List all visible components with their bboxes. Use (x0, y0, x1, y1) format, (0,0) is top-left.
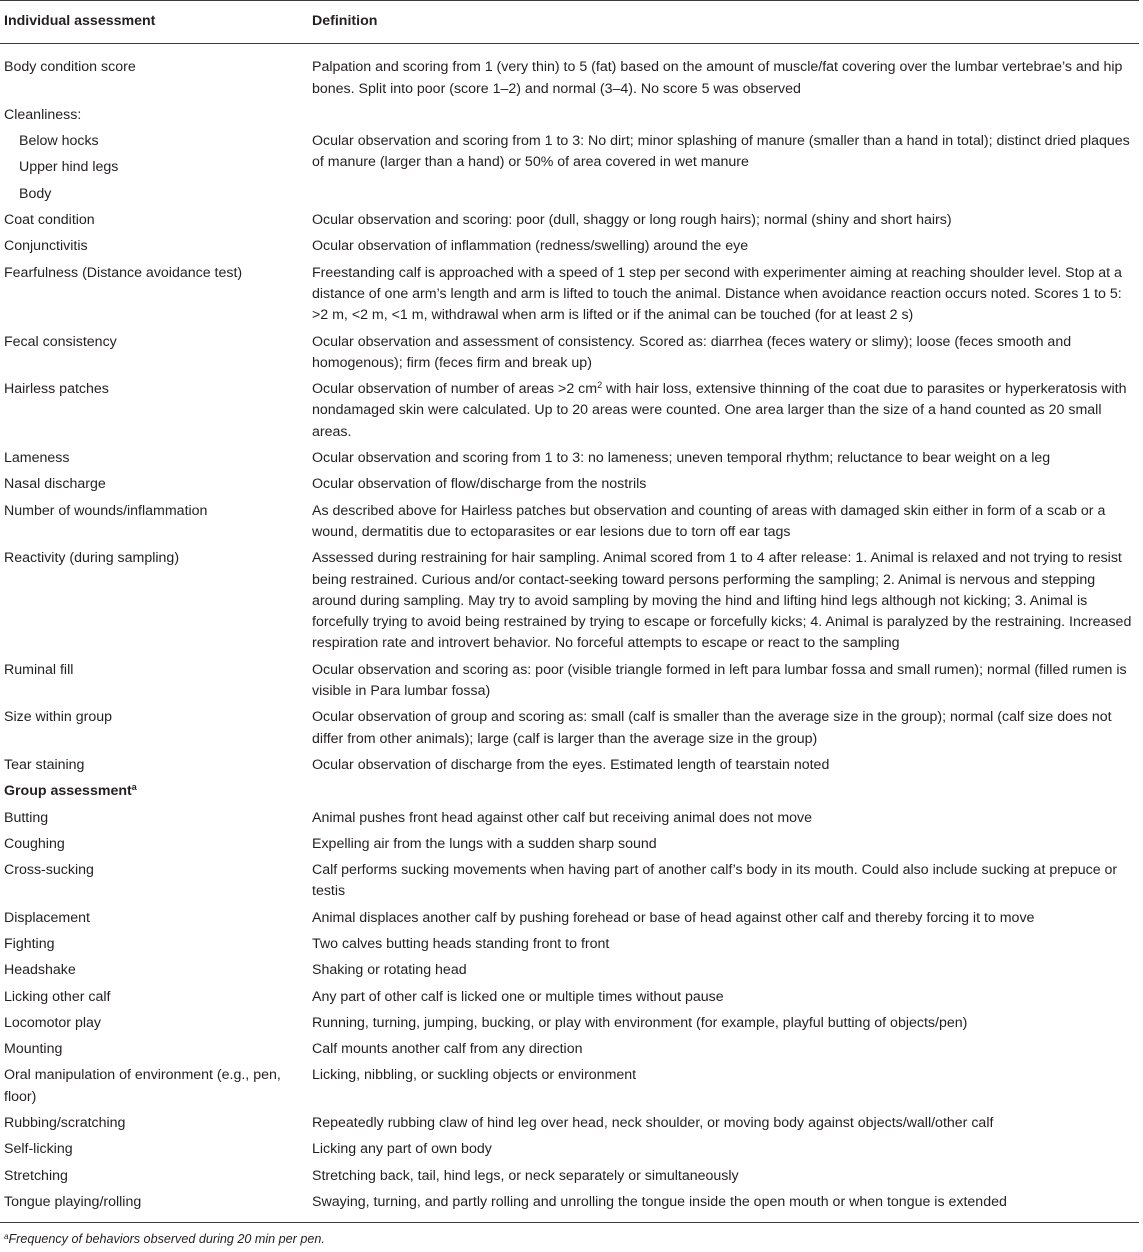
table-row (0, 958, 1139, 984)
table-row (0, 377, 1139, 446)
definition-text: Ocular observation of number of areas >2 cm (312, 381, 598, 398)
table-row (0, 906, 1139, 932)
row-name: Cleanliness: (4, 106, 82, 123)
superscript: 2 (597, 380, 603, 391)
row-definition: Ocular observation and scoring from 1 to 3: no lameness; uneven temporal rhythm; reluctance to bear weight on a leg (312, 450, 1051, 467)
table-row (0, 261, 1139, 330)
row-definition: Running, turning, jumping, bucking, or play with environment (for example, playful butting of objects/pen) (312, 1014, 968, 1031)
row-definition: Any part of other calf is licked one or multiple times without pause (312, 988, 724, 1005)
row-definition: Calf performs sucking movements when having part of another calf’s body in its mouth. Could also include sucking at prepuce or testis (312, 862, 1118, 900)
row-definition: Licking any part of own body (312, 1141, 492, 1158)
table-row (0, 806, 1139, 832)
row-definition: Assessed during restraining for hair sampling. Animal scored from 1 to 4 after release: 1. Animal is relaxed and not trying to resist being restrained. Curious and/or contact-seeking toward persons performing the sampling; 2. Animal is nervous and stepping around during sampling. May try to avoid sampling by moving the hind and lifting hind legs although not kicking; 3. Animal is forcefully trying to avoid being restrained by trying to escape or forcefully kicks; 4. Animal is paralyzed by the restraining. Increased respiration rate and introvert behavior. No forceful attempts to escape or react to the sampling (312, 550, 1132, 652)
row-definition: Ocular observation of flow/discharge from the nostrils (312, 476, 647, 493)
row-name: Butting (4, 809, 49, 826)
row-definition: Freestanding calf is approached with a speed of 1 step per second with experimenter aiming at reaching shoulder level. Stop at a distance of one arm’s length and arm is lifted to touch the animal. Distance when avoidance reaction occurs noted. Scores 1 to 5: >2 m, <2 m, <1 m, withdrawal when arm is lifted or if the animal can be touched (for at least 2 s) (312, 264, 1122, 324)
row-name: Oral manipulation of environment (e.g., pen, floor) (4, 1067, 281, 1105)
row-definition: Swaying, turning, and partly rolling and unrolling the tongue inside the open mouth or when tongue is extended (312, 1193, 1007, 1210)
row-definition: Palpation and scoring from 1 (very thin) to 5 (fat) based on the amount of muscle/fat covering over the lumbar vertebrae’s and hip bones. Split into poor (score 1–2) and normal (3–4). No score 5 was observed (312, 59, 1123, 97)
table-row (0, 705, 1139, 753)
table-row (0, 1190, 1139, 1218)
table-row (0, 330, 1139, 378)
row-definition: Expelling air from the lungs with a sudden sharp sound (312, 835, 657, 852)
row-name: Tear staining (4, 756, 85, 773)
table-row (0, 832, 1139, 858)
table-row (0, 985, 1139, 1011)
row-name: Hairless patches (4, 381, 109, 398)
table-row (0, 499, 1139, 547)
row-name: Coat condition (4, 212, 95, 229)
row-name: Cross-sucking (4, 862, 94, 879)
row-name: Stretching (4, 1167, 68, 1184)
table-row (0, 858, 1139, 906)
table-row (0, 44, 1139, 103)
row-name: Fighting (4, 935, 55, 952)
table-row (0, 1037, 1139, 1063)
row-name: Ruminal fill (4, 661, 74, 678)
row-name: Fearfulness (Distance avoidance test) (4, 264, 243, 281)
table-row (0, 1111, 1139, 1137)
row-definition: Animal displaces another calf by pushing forehead or base of head against other calf and thereby forcing it to move (312, 909, 1035, 926)
row-definition: Stretching back, tail, hind legs, or neck separately or simultaneously (312, 1167, 739, 1184)
row-name: Body condition score (4, 59, 136, 76)
row-definition: Ocular observation and assessment of consistency. Scored as: diarrhea (feces watery or slimy); loose (feces smooth and homogenous); firm (feces firm and break up) (312, 333, 1072, 371)
row-name: Mounting (4, 1041, 63, 1058)
row-name: Fecal consistency (4, 333, 117, 350)
table-row (0, 234, 1139, 260)
header-definition: Definition (310, 1, 1139, 44)
table-row (0, 1137, 1139, 1163)
table-row (0, 208, 1139, 234)
row-name: Self-licking (4, 1141, 73, 1158)
row-name: Tongue playing/rolling (4, 1193, 142, 1210)
table-footnote (0, 1223, 1143, 1248)
row-definition (310, 779, 1139, 805)
row-name: Conjunctivitis (4, 238, 88, 255)
row-name: Upper hind legs (19, 159, 119, 176)
row-name: Coughing (4, 835, 65, 852)
row-definition: Ocular observation of group and scoring as: small (calf is smaller than the average size in the group); normal (calf size does not differ from other animals); large (calf is larger than the average size in the group) (312, 709, 1112, 747)
footnote-text: Frequency of behaviors observed during 20 min per pen. (8, 1232, 325, 1247)
row-definition: Two calves butting heads standing front to front (312, 935, 610, 952)
table-row (0, 1164, 1139, 1190)
table-row (0, 129, 1139, 155)
table-row (0, 753, 1139, 779)
table-row (0, 472, 1139, 498)
row-name: Rubbing/scratching (4, 1115, 126, 1132)
table-row (0, 103, 1139, 129)
row-definition: Licking, nibbling, or suckling objects or environment (312, 1067, 637, 1084)
row-definition: Ocular observation and scoring from 1 to 3: No dirt; minor splashing of manure (smaller than a hand in total); distinct dried plaques of manure (larger than a hand) or 50% of area covered in wet manure (312, 133, 1130, 171)
row-definition (310, 103, 1139, 129)
row-name: Nasal discharge (4, 476, 106, 493)
row-name: Size within group (4, 709, 113, 726)
group-assessment-label: Group assessment (4, 783, 132, 800)
group-assessment-row (0, 779, 1139, 805)
row-definition (310, 377, 1139, 446)
row-definition: Shaking or rotating head (312, 962, 467, 979)
row-definition: Ocular observation and scoring as: poor (visible triangle formed in left para lumbar fossa and small rumen); normal (filled rumen is visible in Para lumbar fossa) (312, 661, 1127, 700)
row-definition: Ocular observation of inflammation (redness/swelling) around the eye (312, 238, 749, 255)
row-name: Reactivity (during sampling) (4, 550, 180, 567)
header-individual-assessment: Individual assessment (0, 1, 310, 44)
table-row (0, 446, 1139, 472)
row-name: Lameness (4, 450, 70, 467)
table-row (0, 658, 1139, 706)
row-definition: Calf mounts another calf from any direction (312, 1041, 583, 1058)
row-name: Below hocks (19, 133, 99, 150)
row-definition: As described above for Hairless patches but observation and counting of areas with damaged skin either in form of a scab or a wound, dermatitis due to ectoparasites or ear lesions due to torn off ear tags (312, 502, 1106, 540)
table-row (0, 546, 1139, 657)
row-definition: Ocular observation and scoring: poor (dull, shaggy or long rough hairs); normal (shiny and short hairs) (312, 212, 952, 229)
table-row (0, 1063, 1139, 1111)
definition-text: with hair loss, extensive thinning of the coat due to parasites or hyperkeratosis with nondamaged skin were calculated. Up to 20 areas were counted. One area larger than the size of a hand counted as 20 small areas. (312, 381, 1127, 440)
row-definition: Repeatedly rubbing claw of hind leg over head, neck shoulder, or moving body against objects/wall/other calf (312, 1115, 994, 1132)
row-definition: Ocular observation of discharge from the eyes. Estimated length of tearstain noted (312, 756, 830, 773)
table-row (0, 932, 1139, 958)
table-header-row (0, 1, 1139, 44)
row-name: Locomotor play (4, 1014, 101, 1031)
row-name: Licking other calf (4, 988, 111, 1005)
row-name: Body (19, 185, 52, 202)
group-assessment-heading (0, 779, 310, 805)
row-definition: Animal pushes front head against other calf but receiving animal does not move (312, 809, 813, 826)
footnote-marker: a (131, 782, 137, 793)
row-name: Displacement (4, 909, 90, 926)
row-name: Headshake (4, 962, 76, 979)
table-row (0, 1011, 1139, 1037)
row-name: Number of wounds/inflammation (4, 502, 208, 519)
footnote-marker: a (4, 1232, 9, 1242)
